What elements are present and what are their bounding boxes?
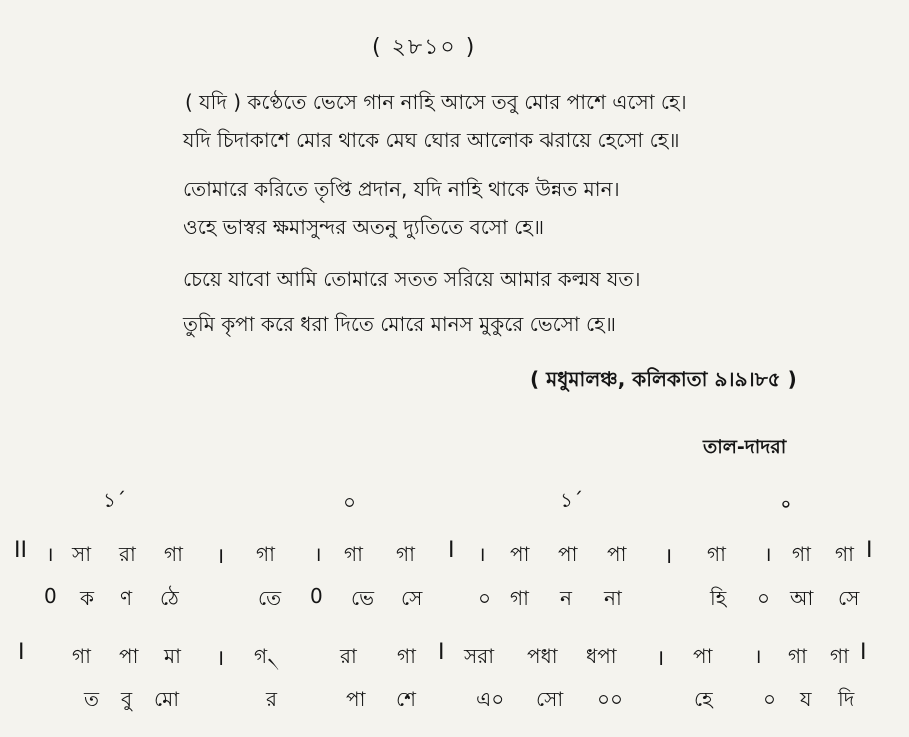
lyric-syllable: ০ (757, 586, 771, 610)
note: । (46, 542, 54, 566)
barline: । (216, 646, 225, 671)
verse-line: তোমারে করিতে তৃপ্তি প্রদান, যদি নাহি থাকে উন্নত মান। (183, 177, 620, 201)
note: গা (830, 644, 849, 668)
lyric-syllable: 0 (44, 584, 57, 608)
lyric-syllable: গা (510, 586, 529, 610)
verse-line: যদি চিদাকাশে মোর থাকে মেঘ ঘোর আলোক ঝরায়ে হেসো হে॥ (183, 128, 680, 152)
lyric-syllable: হি (710, 586, 727, 610)
lyric-syllable: এ০ (476, 687, 505, 711)
barline: I (18, 640, 25, 665)
note: সা (72, 542, 92, 566)
barline: I (860, 640, 867, 665)
lyric-syllable: র (266, 687, 278, 711)
note: সরা (464, 644, 495, 668)
note: । (478, 542, 486, 566)
lyric-syllable: ভে (351, 586, 375, 610)
lyric-syllable: ০০ (597, 687, 624, 711)
beat-mark: ১´ (103, 488, 126, 512)
lyric-syllable: ত (84, 687, 100, 711)
lyric-syllable: হে (694, 687, 713, 711)
note: গা (396, 542, 415, 566)
note: গা (72, 644, 91, 668)
lyric-syllable: ণ (120, 586, 133, 610)
lyric-syllable: ০ (763, 687, 777, 711)
lyric-syllable: ন (560, 586, 572, 610)
verse-line: ( যদি ) কণ্ঠেতে ভেসে গান নাহি আসে তবু মোর পাশে এসো হে। (185, 90, 687, 114)
barline: II (14, 538, 27, 563)
verse-line: চেয়ে যাবো আমি তোমারে সতত সরিয়ে আমার কল্মষ যত। (183, 267, 641, 291)
note: গা (835, 542, 854, 566)
note: গা (164, 542, 183, 566)
lyric-syllable: আ (790, 586, 814, 610)
barline: । (656, 646, 665, 671)
lyric-syllable: ০ (478, 586, 492, 610)
barline: I (438, 640, 445, 665)
beat-mark: ০ (781, 495, 791, 513)
note: । (314, 542, 322, 566)
lyric-syllable: য (800, 687, 812, 711)
beat-mark: ০ (343, 490, 357, 514)
lyric-syllable: সে (838, 586, 860, 610)
lyric-syllable: মো (154, 687, 180, 711)
note: পা (693, 644, 713, 668)
note: পা (510, 542, 530, 566)
lyric-syllable: সে (401, 586, 423, 610)
note: ধপা (586, 644, 617, 668)
note: গা (788, 644, 807, 668)
lyric-syllable: দি (838, 687, 855, 711)
note: গ৲ (254, 644, 280, 668)
note: গা (344, 542, 363, 566)
note: পা (558, 542, 578, 566)
lyric-syllable: তে (258, 586, 282, 610)
lyric-syllable: শে (396, 687, 416, 711)
verse-line: ওহে ভাস্বর ক্ষমাসুন্দর অতনু দ্যুতিতে বসো হে॥ (183, 215, 545, 239)
note: গা (397, 644, 416, 668)
lyric-syllable: পা (346, 687, 366, 711)
note: । (764, 542, 772, 566)
barline: । (664, 544, 673, 569)
note: পা (607, 542, 627, 566)
lyric-syllable: ক (80, 586, 94, 610)
note: পধা (527, 644, 558, 668)
note: রা (340, 644, 357, 668)
lyric-syllable: ঠে (160, 586, 179, 610)
lyric-syllable: বু (121, 687, 133, 711)
verse-line: তুমি কৃপা করে ধরা দিতে মোরে মানস মুকুরে ভেসো হে॥ (183, 312, 616, 336)
note: । (754, 644, 762, 668)
attribution: ( মধুমালঞ্চ, কলিকাতা ৯।৯।৮৫ ) (530, 367, 797, 391)
lyric-syllable: না (604, 586, 622, 610)
note: গা (792, 542, 811, 566)
note: গা (256, 542, 275, 566)
barline: I (866, 538, 873, 563)
lyric-syllable: 0 (310, 584, 323, 608)
page-number: ( ২৮১০ ) (372, 35, 477, 60)
note: মা (164, 644, 181, 668)
note: পা (119, 644, 139, 668)
note: গা (707, 542, 726, 566)
barline: I (448, 538, 455, 563)
note: রা (119, 542, 136, 566)
barline: । (216, 544, 225, 569)
tala-name: তাল-দাদরা (703, 436, 787, 458)
lyric-syllable: সো (536, 687, 564, 711)
beat-mark: ১´ (560, 488, 583, 512)
